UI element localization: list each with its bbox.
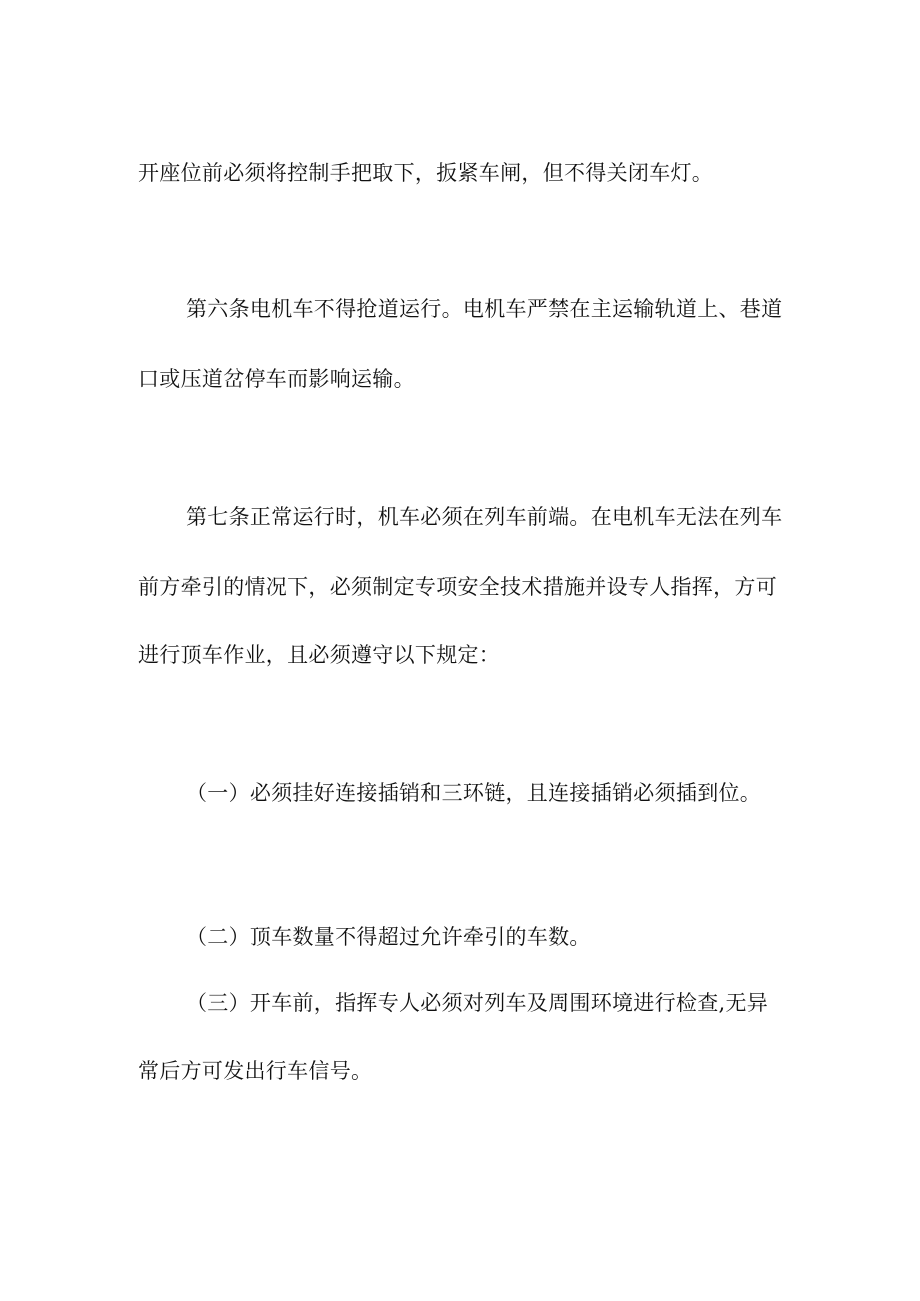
rule-item-three-line-2: 常后方可发出行车信号。	[138, 1059, 373, 1083]
article-seven-line-3: 进行顶车作业，且必须遵守以下规定：	[138, 643, 501, 667]
rule-item-two: （二）顶车数量不得超过允许牵引的车数。	[186, 925, 591, 949]
paragraph-continuation-line: 开座位前必须将控制手把取下，扳紧车闸，但不得关闭车灯。	[138, 161, 714, 185]
article-seven-line-2: 前方牵引的情况下，必须制定专项安全技术措施并设专人指挥，方可	[138, 575, 777, 599]
article-six-line-2: 口或压道岔停车而影响运输。	[138, 367, 415, 391]
article-seven-line-1: 第七条正常运行时，机车必须在列车前端。在电机车无法在列车	[186, 505, 783, 529]
article-six-line-1: 第六条电机车不得抢道运行。电机车严禁在主运输轨道上、巷道	[186, 297, 783, 321]
rule-item-one: （一）必须挂好连接插销和三环链，且连接插销必须插到位。	[186, 781, 762, 805]
rule-item-three-line-1: （三）开车前，指挥专人必须对列车及周围环境进行检查,无异	[186, 991, 769, 1015]
